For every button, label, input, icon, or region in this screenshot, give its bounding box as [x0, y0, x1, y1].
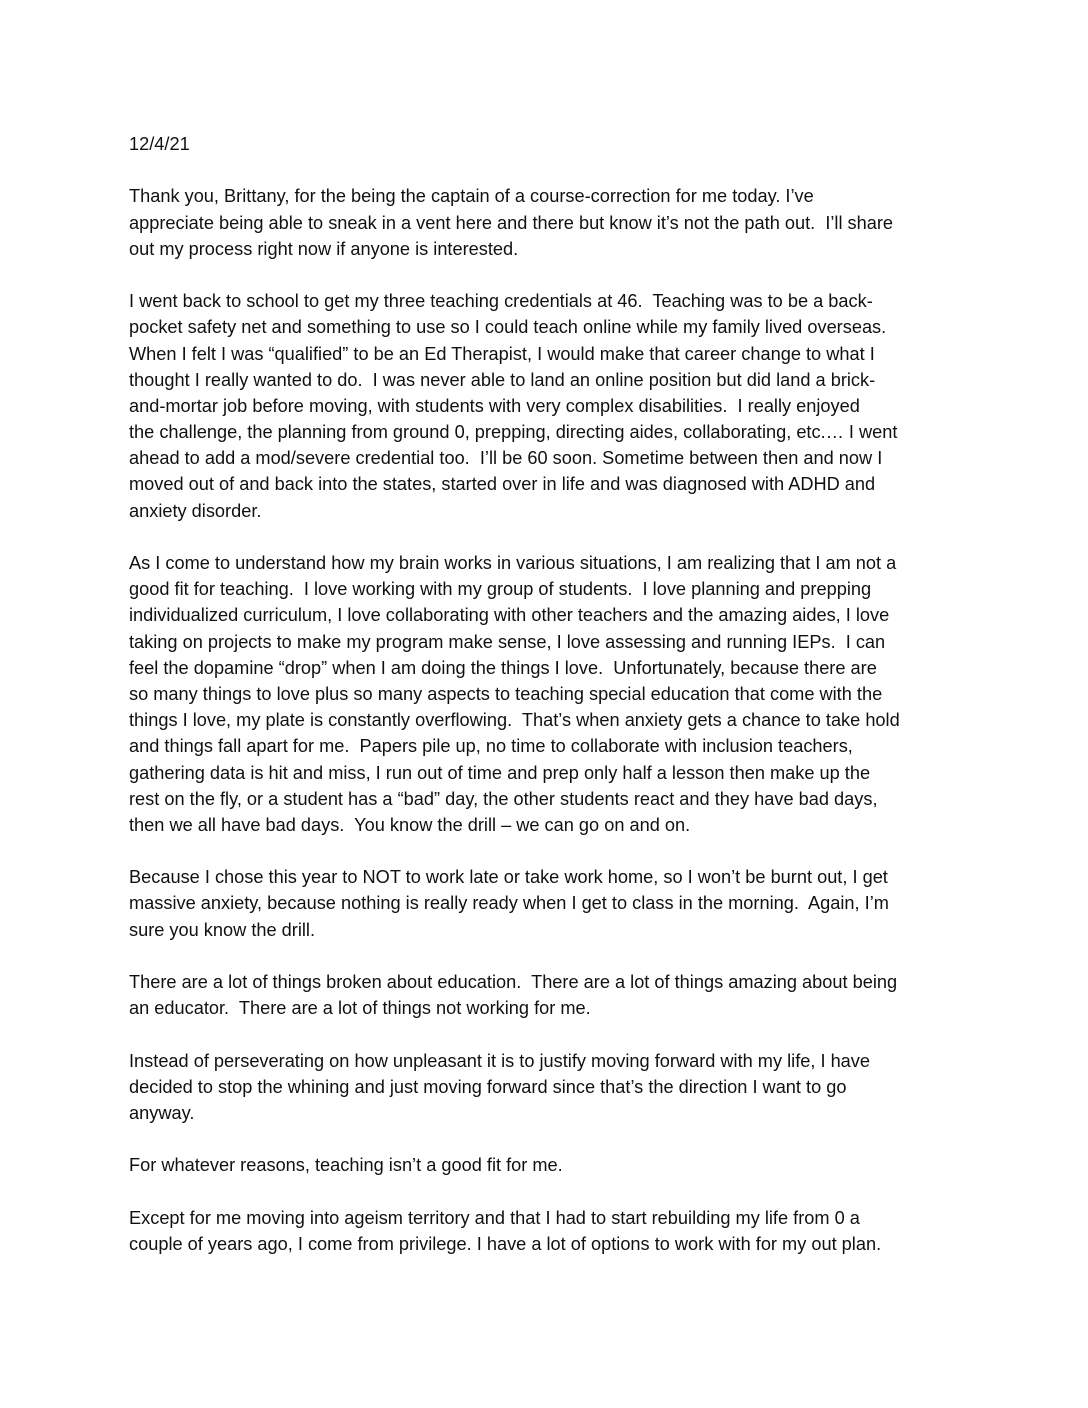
paragraph	[129, 1152, 969, 1178]
text-line: then we all have bad days. You know the drill – we can go on and on.	[129, 814, 691, 835]
text-line: thought I really wanted to do. I was never able to land an online position but did land a brick-	[129, 369, 876, 390]
text-line: For whatever reasons, teaching isn’t a good fit for me.	[129, 1155, 563, 1176]
document-date	[129, 131, 969, 157]
text-line: sure you know the drill.	[129, 919, 316, 940]
paragraph	[129, 864, 969, 943]
paragraph	[129, 183, 969, 262]
text-line: pocket safety net and something to use so I could teach online while my family lived overseas.	[129, 317, 887, 338]
paragraph	[129, 1205, 969, 1257]
text-line: anyway.	[129, 1102, 195, 1123]
text-line: gathering data is hit and miss, I run out of time and prep only half a lesson then make up the	[129, 762, 871, 783]
text-line: rest on the fly, or a student has a “bad” day, the other students react and they have bad days,	[129, 788, 878, 809]
text-line: I went back to school to get my three teaching credentials at 46. Teaching was to be a back-	[129, 291, 873, 312]
paragraph	[129, 969, 969, 1021]
paragraph-list	[129, 183, 969, 1257]
text-line: When I felt I was “qualified” to be an Ed Therapist, I would make that career change to what I	[129, 343, 875, 364]
paragraph	[129, 1048, 969, 1127]
text-line: Thank you, Brittany, for the being the captain of a course-correction for me today. I’ve	[129, 186, 814, 207]
date-text: 12/4/21	[129, 134, 190, 154]
text-line: out my process right now if anyone is interested.	[129, 238, 519, 259]
text-line: feel the dopamine “drop” when I am doing the things I love. Unfortunately, because there are	[129, 657, 877, 678]
text-line: couple of years ago, I come from privilege. I have a lot of options to work with for my out plan.	[129, 1233, 882, 1254]
text-line: taking on projects to make my program make sense, I love assessing and running IEPs. I can	[129, 631, 886, 652]
text-line: Instead of perseverating on how unpleasant it is to justify moving forward with my life, I have	[129, 1050, 871, 1071]
text-line: and-mortar job before moving, with students with very complex disabilities. I really enjoyed	[129, 395, 860, 416]
paragraph	[129, 288, 969, 524]
text-line: things I love, my plate is constantly overflowing. That’s when anxiety gets a chance to take hold	[129, 710, 900, 731]
text-line: and things fall apart for me. Papers pile up, no time to collaborate with inclusion teachers,	[129, 736, 853, 757]
text-line: an educator. There are a lot of things not working for me.	[129, 998, 591, 1019]
text-line: ahead to add a mod/severe credential too. I’ll be 60 soon. Sometime between then and now I	[129, 448, 883, 469]
text-line: moved out of and back into the states, started over in life and was diagnosed with ADHD and	[129, 474, 876, 495]
paragraph	[129, 550, 969, 838]
text-line: massive anxiety, because nothing is really ready when I get to class in the morning. Again, I’m	[129, 893, 889, 914]
text-line: anxiety disorder.	[129, 500, 262, 521]
text-line: the challenge, the planning from ground 0, prepping, directing aides, collaborating, etc.… I went	[129, 422, 898, 443]
text-line: There are a lot of things broken about education. There are a lot of things amazing about being	[129, 972, 898, 992]
text-line: good fit for teaching. I love working with my group of students. I love planning and prepping	[129, 579, 872, 600]
text-line: Except for me moving into ageism territory and that I had to start rebuilding my life from 0 a	[129, 1207, 860, 1228]
text-line: appreciate being able to sneak in a vent here and there but know it’s not the path out. I’ll share	[129, 212, 894, 233]
text-line: decided to stop the whining and just moving forward since that’s the direction I want to go	[129, 1076, 847, 1097]
text-line: individualized curriculum, I love collaborating with other teachers and the amazing aides, I love	[129, 605, 890, 626]
document-body	[129, 131, 969, 1283]
text-line: As I come to understand how my brain works in various situations, I am realizing that I am not a	[129, 553, 897, 573]
text-line: Because I chose this year to NOT to work late or take work home, so I won’t be burnt out, I get	[129, 867, 888, 888]
text-line: so many things to love plus so many aspects to teaching special education that come with the	[129, 683, 883, 704]
